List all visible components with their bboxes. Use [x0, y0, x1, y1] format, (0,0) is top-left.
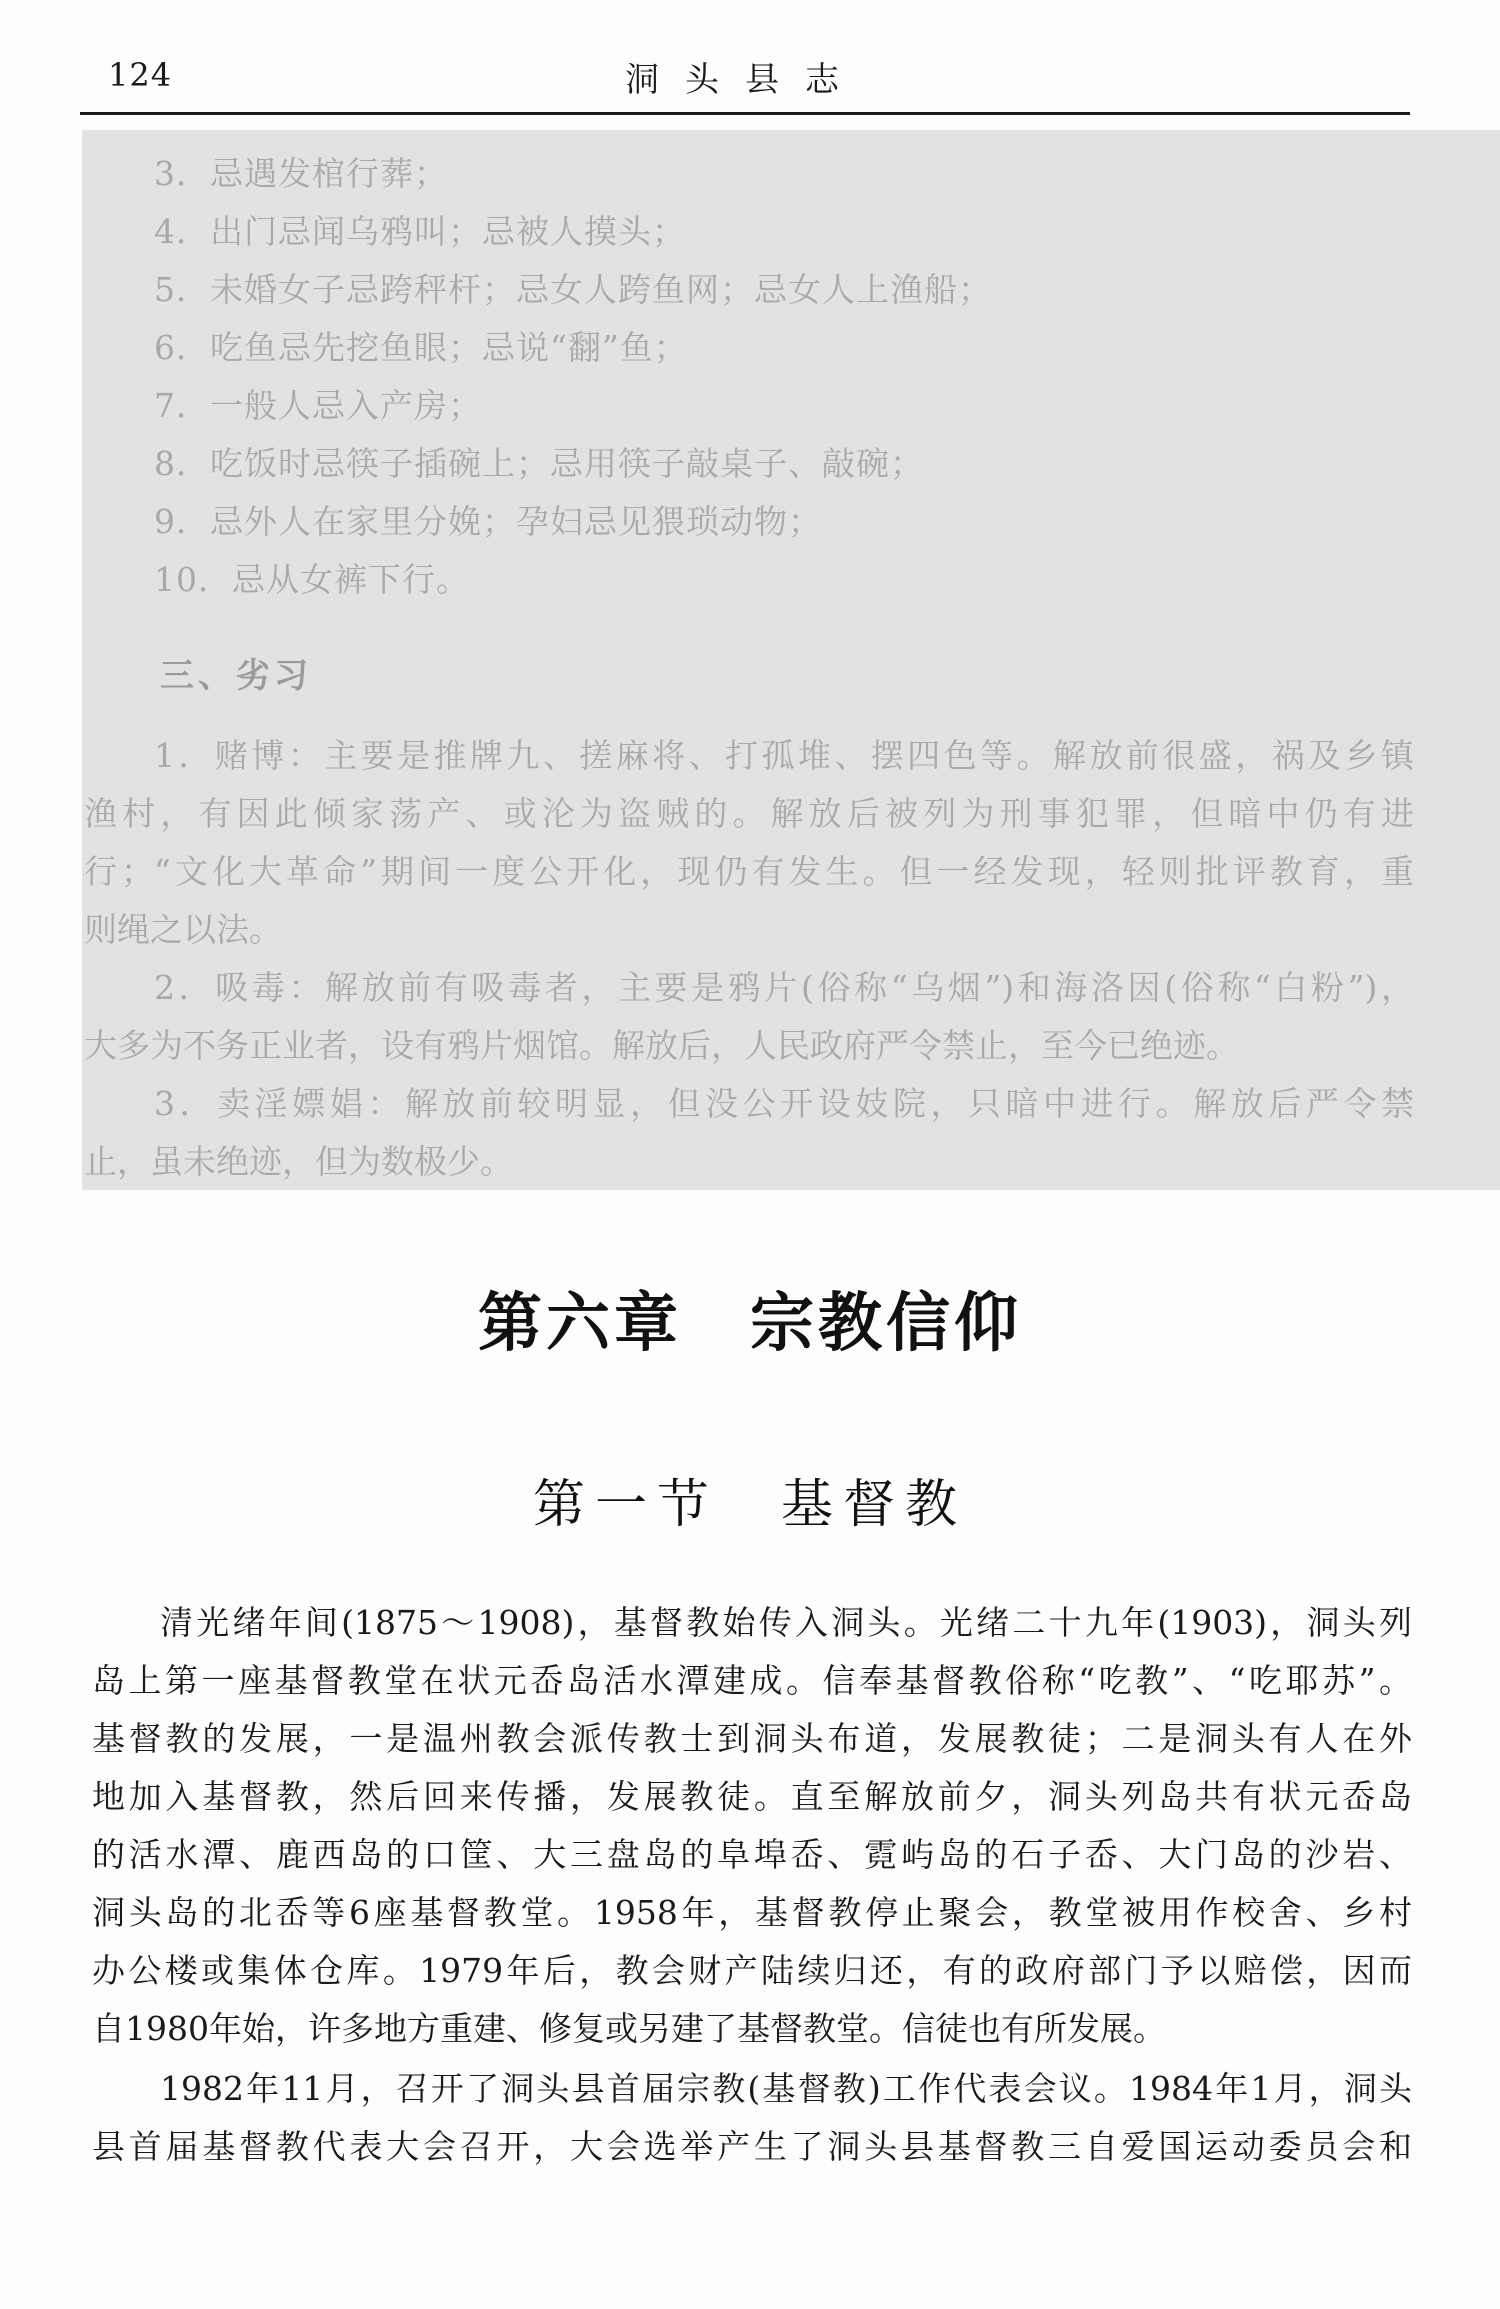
chapter-title: 第六章 宗教信仰 [478, 1287, 1022, 1361]
page-number: 124 [108, 56, 173, 94]
body-line: 基督教的发展，一是温州教会派传教士到洞头布道，发展教徒；二是洞头有人在外 [92, 1719, 1412, 1758]
book-title: 洞头县志 [625, 60, 865, 100]
paragraph-line: 渔村，有因此倾家荡产、或沦为盗贼的。解放后被列为刑事犯罪，但暗中仍有进 [84, 794, 1414, 833]
running-head [80, 52, 1410, 102]
taboo-item: 7．一般人忌入产房； [154, 386, 482, 425]
taboo-item: 5．未婚女子忌跨秤杆；忌女人跨鱼网；忌女人上渔船； [154, 270, 992, 309]
taboo-item: 8．吃饭时忌筷子插碗上；忌用筷子敲桌子、敲碗； [154, 444, 924, 483]
body-line: 清光绪年间(1875～1908)，基督教始传入洞头。光绪二十九年(1903)，洞头列 [160, 1603, 1412, 1642]
body-line: 办公楼或集体仓库。1979年后，教会财产陆续归还，有的政府部门予以赔偿，因而 [92, 1951, 1412, 1990]
body-line: 1982年11月，召开了洞头县首届宗教(基督教)工作代表会议。1984年1月，洞头 [160, 2069, 1412, 2108]
paragraph-line: 行；“文化大革命”期间一度公开化，现仍有发生。但一经发现，轻则批评教育，重 [84, 852, 1414, 891]
taboo-item: 4．出门忌闻乌鸦叫；忌被人摸头； [154, 212, 686, 251]
paragraph-line: 2．吸毒：解放前有吸毒者，主要是鸦片(俗称“乌烟”)和海洛因(俗称“白粉”)， [154, 968, 1414, 1007]
body-line: 洞头岛的北岙等6座基督教堂。1958年，基督教停止聚会，教堂被用作校舍、乡村 [92, 1893, 1412, 1932]
paragraph-line: 3．卖淫嫖娼：解放前较明显，但没公开设妓院，只暗中进行。解放后严令禁 [154, 1084, 1414, 1123]
body-line: 县首届基督教代表大会召开，大会选举产生了洞头县基督教三自爱国运动委员会和 [92, 2127, 1412, 2166]
section-heading: 三、劣习 [160, 656, 312, 696]
header-rule [80, 112, 1410, 115]
body-line: 岛上第一座基督教堂在状元岙岛活水潭建成。信奉基督教俗称“吃教”、“吃耶苏”。 [92, 1661, 1412, 1700]
paragraph-line: 大多为不务正业者，设有鸦片烟馆。解放后，人民政府严令禁止，至今已绝迹。 [84, 1026, 1239, 1065]
body-line: 的活水潭、鹿西岛的口筐、大三盘岛的阜埠岙、霓屿岛的石子岙、大门岛的沙岩、 [92, 1835, 1412, 1874]
body-line: 自1980年始，许多地方重建、修复或另建了基督教堂。信徒也有所发展。 [92, 2009, 1166, 2048]
taboo-item: 10．忌从女裤下行。 [154, 560, 470, 599]
taboo-item: 6．吃鱼忌先挖鱼眼；忌说“翻”鱼； [154, 328, 688, 367]
taboo-item: 9．忌外人在家里分娩；孕妇忌见猥琐动物； [154, 502, 822, 541]
taboo-item: 3．忌遇发棺行葬； [154, 154, 448, 193]
paragraph-line: 1．赌博：主要是推牌九、搓麻将、打孤堆、摆四色等。解放前很盛，祸及乡镇 [154, 736, 1414, 775]
section-title: 第一节 基督教 [532, 1475, 967, 1535]
body-line: 地加入基督教，然后回来传播，发展教徒。直至解放前夕，洞头列岛共有状元岙岛 [92, 1777, 1412, 1816]
shaded-section [82, 130, 1500, 1190]
paragraph-line: 则绳之以法。 [84, 910, 282, 949]
paragraph-line: 止，虽未绝迹，但为数极少。 [84, 1142, 513, 1181]
